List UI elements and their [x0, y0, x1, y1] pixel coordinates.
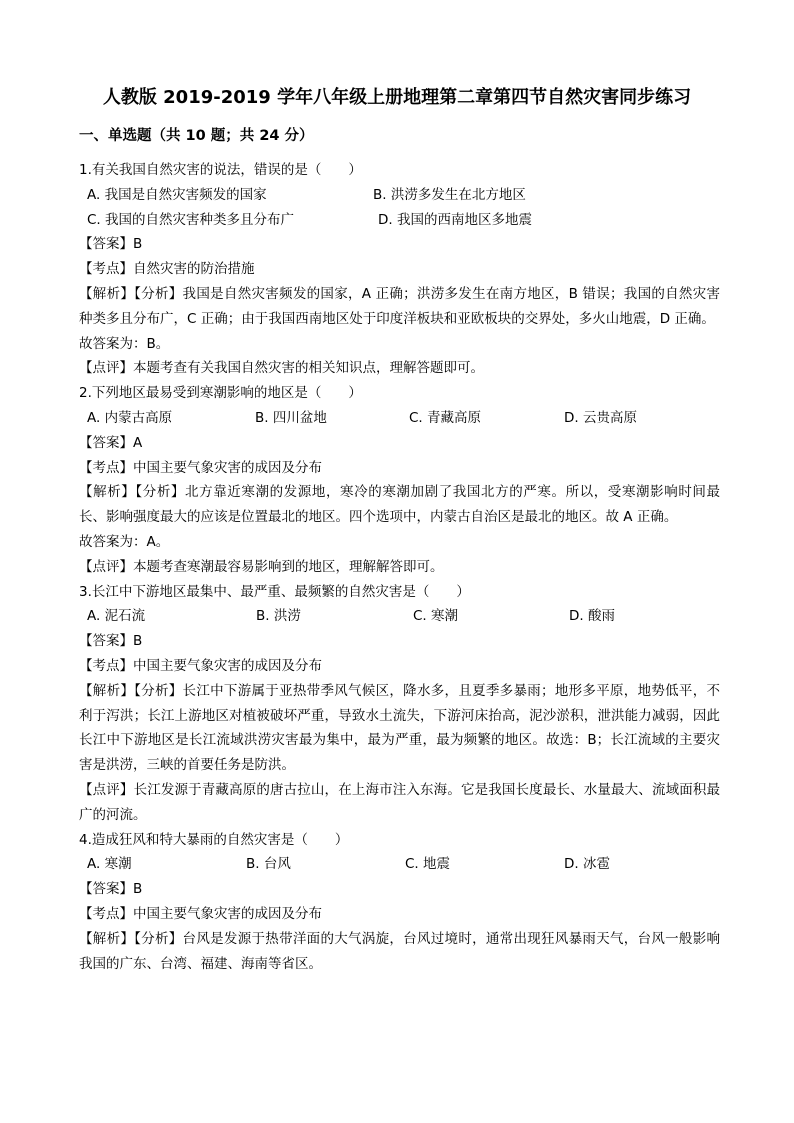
point-label: 【考点】 — [79, 261, 133, 278]
analysis-label: 【解析】 — [79, 682, 135, 699]
answer-label: 【答案】 — [79, 881, 133, 898]
option-d: D. 我国的西南地区多地震 — [378, 211, 532, 228]
answer-line — [79, 431, 720, 456]
option-b: B. 洪涝 — [256, 608, 301, 625]
option-a: A. 泥石流 — [87, 608, 146, 625]
question-1 — [79, 158, 720, 381]
question-stem: 2.下列地区最易受到寒潮影响的地区是（ ） — [79, 385, 362, 402]
analysis-line — [79, 927, 720, 977]
answer-value: A — [133, 434, 143, 451]
option-c: C. 我国的自然灾害种类多且分布广 — [87, 211, 295, 228]
answer-label: 【答案】 — [79, 434, 133, 451]
answer-label: 【答案】 — [79, 633, 133, 650]
analysis-line — [79, 679, 720, 778]
comment-label: 【点评】 — [79, 781, 134, 798]
questions-list — [79, 158, 720, 976]
option-d: D. 酸雨 — [569, 608, 615, 625]
point-line — [79, 902, 720, 927]
analysis-text: 【分析】长江中下游属于亚热带季风气候区，降水多，且夏季多暴雨；地形多平原，地势低平，不利于泻洪；长江上游地区对植被破坏严重，导致水土流失，下游河床抬高，泥沙淤积，泄洪能力减弱，因此长江中下游地区是长江流域洪涝灾害最为集中，最为严重，最为频繁的地区。故选：B；长江流域的主要灾害是洪涝，三峡的首要任务是防洪。 — [79, 682, 721, 774]
comment-label: 【点评】 — [79, 558, 133, 575]
analysis-line — [79, 480, 720, 530]
conclusion-line: 故答案为：B。 — [79, 335, 170, 352]
options-row — [79, 852, 720, 877]
option-d: D. 云贵高原 — [564, 409, 637, 426]
comment-line — [79, 356, 720, 381]
answer-value: B — [133, 236, 143, 253]
answer-line — [79, 629, 720, 654]
point-value: 自然灾害的防治措施 — [133, 261, 255, 278]
point-label: 【考点】 — [79, 657, 133, 674]
answer-label: 【答案】 — [79, 236, 133, 253]
point-label: 【考点】 — [79, 459, 133, 476]
options-row-1 — [79, 183, 720, 208]
comment-label: 【点评】 — [79, 360, 133, 377]
analysis-text: 【分析】台风是发源于热带洋面的大气涡旋，台风过境时，通常出现狂风暴雨天气，台风一般影响我国的广东、台湾、福建、海南等省区。 — [79, 930, 721, 972]
option-b: B. 台风 — [246, 856, 291, 873]
option-c: C. 青藏高原 — [409, 409, 482, 426]
comment-line — [79, 555, 720, 580]
question-stem: 1.有关我国自然灾害的说法，错误的是（ ） — [79, 162, 362, 178]
options-row — [79, 604, 720, 629]
question-stem: 4.造成狂风和特大暴雨的自然灾害是（ ） — [79, 831, 349, 848]
answer-value: B — [133, 881, 143, 898]
option-a: A. 寒潮 — [87, 856, 132, 873]
analysis-label: 【解析】 — [79, 930, 135, 947]
document-title: 人教版 2019-2019 学年八年级上册地理第二章第四节自然灾害同步练习 — [102, 87, 692, 108]
options-row-2 — [79, 208, 720, 233]
point-value: 中国主要气象灾害的成因及分布 — [133, 657, 322, 674]
section-heading: 一、单选题（共 10 题；共 24 分） — [79, 128, 314, 144]
option-a: A. 我国是自然灾害频发的国家 — [87, 186, 267, 203]
point-value: 中国主要气象灾害的成因及分布 — [133, 905, 322, 922]
answer-line — [79, 232, 720, 257]
point-line — [79, 257, 720, 282]
analysis-label: 【解析】 — [79, 484, 136, 501]
comment-text: 本题考查寒潮最容易影响到的地区，理解解答即可。 — [133, 558, 444, 575]
question-3 — [79, 580, 720, 828]
analysis-line — [79, 282, 720, 332]
comment-text: 长江发源于青藏高原的唐古拉山，在上海市注入东海。它是我国长度最长、水量最大、流域面积最广的河流。 — [79, 781, 721, 823]
question-stem: 3.长江中下游地区最集中、最严重、最频繁的自然灾害是（ ） — [79, 583, 470, 600]
comment-text: 本题考查有关我国自然灾害的相关知识点，理解答题即可。 — [133, 360, 484, 377]
question-2 — [79, 381, 720, 579]
option-b: B. 四川盆地 — [255, 409, 327, 426]
option-b: B. 洪涝多发生在北方地区 — [373, 186, 526, 203]
point-label: 【考点】 — [79, 905, 133, 922]
analysis-label: 【解析】 — [79, 285, 135, 302]
analysis-text: 【分析】我国是自然灾害频发的国家，A 正确；洪涝多发生在南方地区，B 错误；我国的自然灾害种类多且分布广，C 正确；由于我国西南地区处于印度洋板块和亚欧板块的交界处，多火山地震，D 正确。 — [79, 285, 721, 327]
point-value: 中国主要气象灾害的成因及分布 — [133, 459, 322, 476]
answer-value: B — [133, 633, 143, 650]
option-a: A. 内蒙古高原 — [87, 409, 173, 426]
option-c: C. 寒潮 — [413, 608, 459, 625]
options-row — [79, 406, 720, 431]
point-line — [79, 654, 720, 679]
analysis-text: 【分析】北方靠近寒潮的发源地，寒冷的寒潮加剧了我国北方的严寒。所以，受寒潮影响时间最长、影响强度最大的应该是位置最北的地区。四个选项中，内蒙古自治区是最北的地区。故 A 正确。 — [79, 484, 721, 526]
option-c: C. 地震 — [405, 856, 451, 873]
question-4 — [79, 828, 720, 977]
conclusion-line: 故答案为：A。 — [79, 533, 170, 550]
point-line — [79, 456, 720, 481]
option-d: D. 冰雹 — [564, 856, 610, 873]
comment-line — [79, 778, 720, 828]
answer-line — [79, 877, 720, 902]
